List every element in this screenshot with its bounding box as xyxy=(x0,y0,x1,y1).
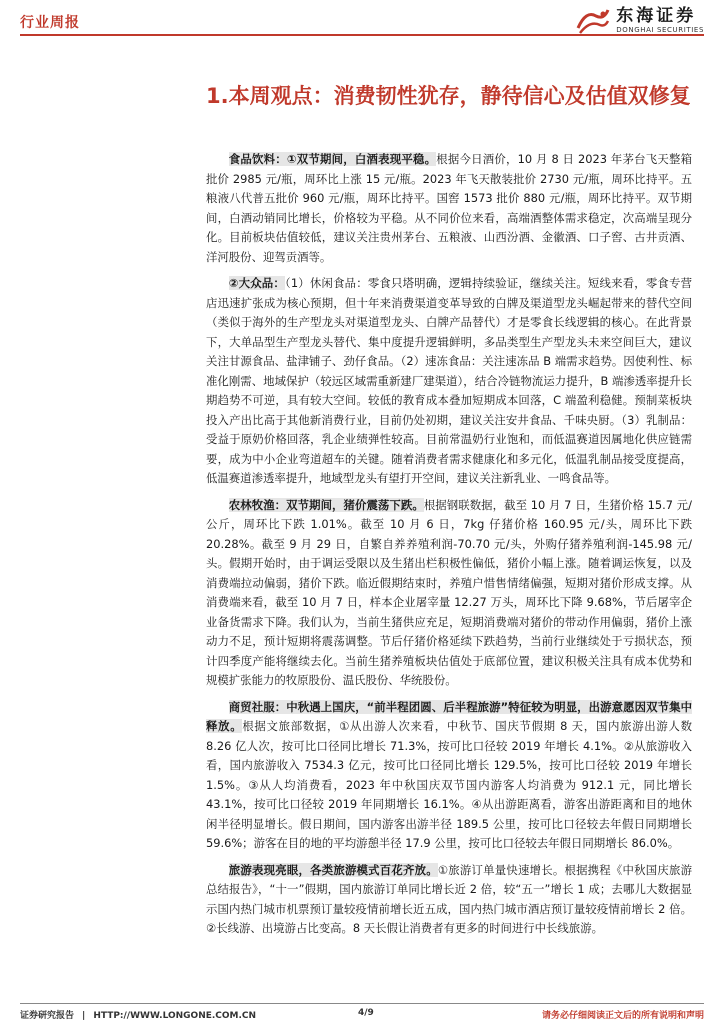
paragraph-retail-services xyxy=(206,698,692,854)
footer-report-label: 证券研究报告 xyxy=(20,1011,75,1021)
paragraph-lead: 农林牧渔：双节期间，猪价震荡下跌。 xyxy=(228,497,424,512)
paragraph-tourism xyxy=(206,861,692,939)
paragraph-text: 根据今日酒价，10 月 8 日 2023 年茅台飞天整箱批价 2985 元/瓶，周环比上涨 15 元/瓶。2023 年飞天散装批价 2730 元/瓶，周环比持平。五粮液八代普五批价 960 元/瓶，周环比持平。国窖 1573 批价 880 元/瓶，周环比持平。双节期间，白酒动销同比增长，价格较为平稳。从不同价位来看，高端酒整体需求稳定，次高端呈现分化。目前板块估值较低，建议关注贵州茅台、五粮液、山西汾酒、金徽酒、口子窖、古井贡酒、洋河股份、迎驾贡酒等。 xyxy=(206,152,692,264)
paragraph-lead: 商贸社服：中秋遇上国庆，“前半程团圆、后半程旅游”特征较为明显，出游意愿因双节集中释放。 xyxy=(206,699,692,733)
paragraph-mass-consumer xyxy=(206,274,692,489)
paragraph-text: （1）休闲食品：零食只塔明确，逻辑持续验证，继续关注。短线来看，零食专营店迅速扩张成为核心预期，但十年来消费渠道变革导致的白牌及渠道型龙头崛起带来的替代空间（类似于海外的生产型龙头对渠道型龙头、白牌产品替代）才是零食长线逻辑的核心。在此背景下，大单品型生产型龙头替代、集中度提升逻辑鲜明，多品类型生产型龙头未来空间巨大，建议关注甘源食品、盐津铺子、劲仔食品。（2）速冻食品：关注速冻品 B 端需求趋势。因使利性、标准化刚需、地域保护（较远区域需重新建厂建渠道），结合冷链物流运力提升，B 端渗透率提升长期趋势不可逆，具有较大空间。较低的教育成本叠加短期成本回落，C 端盈利稳健。预制菜板块投入产出比高于其他新消费行业，目前仍处初期，建议关注安井食品、千味央厨。（3）乳制品：受益于原奶价格回落，乳企业绩弹性较高。目前常温奶行业饱和，而低温赛道因属地化供应链需要，成为中小企业弯道超车的关键。随着消费者需求健康化和多元化，低温乳制品接受度提高，低温赛道渗透率提升，地域型龙头有望打开空间，建议关注新乳业、一鸣食品等。 xyxy=(206,276,692,485)
footer-url-link[interactable]: HTTP://WWW.LONGONE.COM.CN xyxy=(93,1011,257,1021)
paragraph-text: 根据钢联数据，截至 10 月 7 日，生猪价格 15.7 元/公斤，周环比下跌 1.01%。截至 10 月 6 日，7kg 仔猪价格 160.95 元/头，周环比下跌 20.28%。截至 9 月 29 日，自繁自养养殖利润-70.70 元/头，外购仔猪养殖利润-145.98 元/头。假期开始时，由于调运受限以及生猪出栏积极性偏低，猪价小幅上涨。随着调运恢复，以及消费端拉动偏弱，猪价下跌。临近假期结束时，养殖户惜售情绪偏强，短期对猪价形成支撑。从消费端来看，截至 10 月 7 日，样本企业屠宰量 12.27 万头，周环比下降 9.68%，节后屠宰企业备货需求下降。我们认为，当前生猪供应充足，短期消费端对猪价的带动作用偏弱，猪价上涨动力不足，预计短期将震荡调整。节后仔猪价格延续下跌趋势，当前行业继续处于亏损状态，预计四季度产能将继续去化。当前生猪养殖板块估值处于底部位置，建议积极关注具有成本优势和规模扩张能力的牧原股份、温氏股份、华统股份。 xyxy=(206,497,692,687)
section-tag: 行业周报 xyxy=(20,15,80,31)
company-logo xyxy=(576,6,704,36)
footer-divider xyxy=(20,1003,704,1004)
logo-name-cn: 东海证券 xyxy=(616,6,697,26)
donghai-logo-icon xyxy=(576,6,610,36)
paragraph-lead: ②大众品： xyxy=(228,276,285,290)
header-divider xyxy=(20,34,704,36)
footer-disclaimer: 请务必仔细阅读正文后的所有说明和声明 xyxy=(541,1011,704,1021)
paragraph-food-beverage xyxy=(206,150,692,267)
report-body xyxy=(206,150,692,946)
paragraph-agriculture xyxy=(206,496,692,691)
paragraph-lead: 食品饮料：①双节期间，白酒表现平稳。 xyxy=(228,152,437,166)
logo-name-en: DONGHAI SECURITIES xyxy=(616,26,704,34)
paragraph-text: ①旅游订单量快速增长。根据携程《中秋国庆旅游总结报告》，“十一”假期，国内旅游订单同比增长近 2 倍，较“五一”增长 1 成；去哪儿大数据显示国内热门城市机票预订量较疫情前增长近五成，国内热门城市酒店预订量较疫情前增长 2 倍。②长线游、出境游占比变高。8 天长假让消费者有更多的时间进行中长线旅游。 xyxy=(206,862,692,935)
page-number: 4/9 xyxy=(358,1008,374,1018)
section-title: 1.本周观点：消费韧性犹存，静待信心及估值双修复 xyxy=(206,84,691,108)
paragraph-lead: 旅游表现亮眼，各类旅游模式百花齐放。 xyxy=(228,862,438,877)
paragraph-text: 根据文旅部数据，①从出游人次来看，中秋节、国庆节假期 8 天，国内旅游出游人数 8.26 亿人次，按可比口径同比增长 71.3%，按可比口径较 2019 年增长 4.1%。②从旅游收入看，国内旅游收入 7534.3 亿元，按可比口径同比增长 129.5%，按可比口径较 2019 年增长 1.5%。③从人均消费看，2023 年中秋国庆双节国内游客人均消费为 912.1 元，同比增长 43.1%，按可比口径较 2019 年同期增长 16.1%。④从出游距离看，游客出游距离和目的地休闲半径明显增长。假日期间，国内游客出游半径 189.5 公里，按可比口径较去年假日同期增长 59.6%；游客在目的地的平均游憩半径 17.9 公里，按可比口径较去年假日同期增长 86.0%。 xyxy=(206,719,692,850)
footer-left: 证券研究报告 | HTTP://WWW.LONGONE.COM.CN xyxy=(20,1011,257,1021)
